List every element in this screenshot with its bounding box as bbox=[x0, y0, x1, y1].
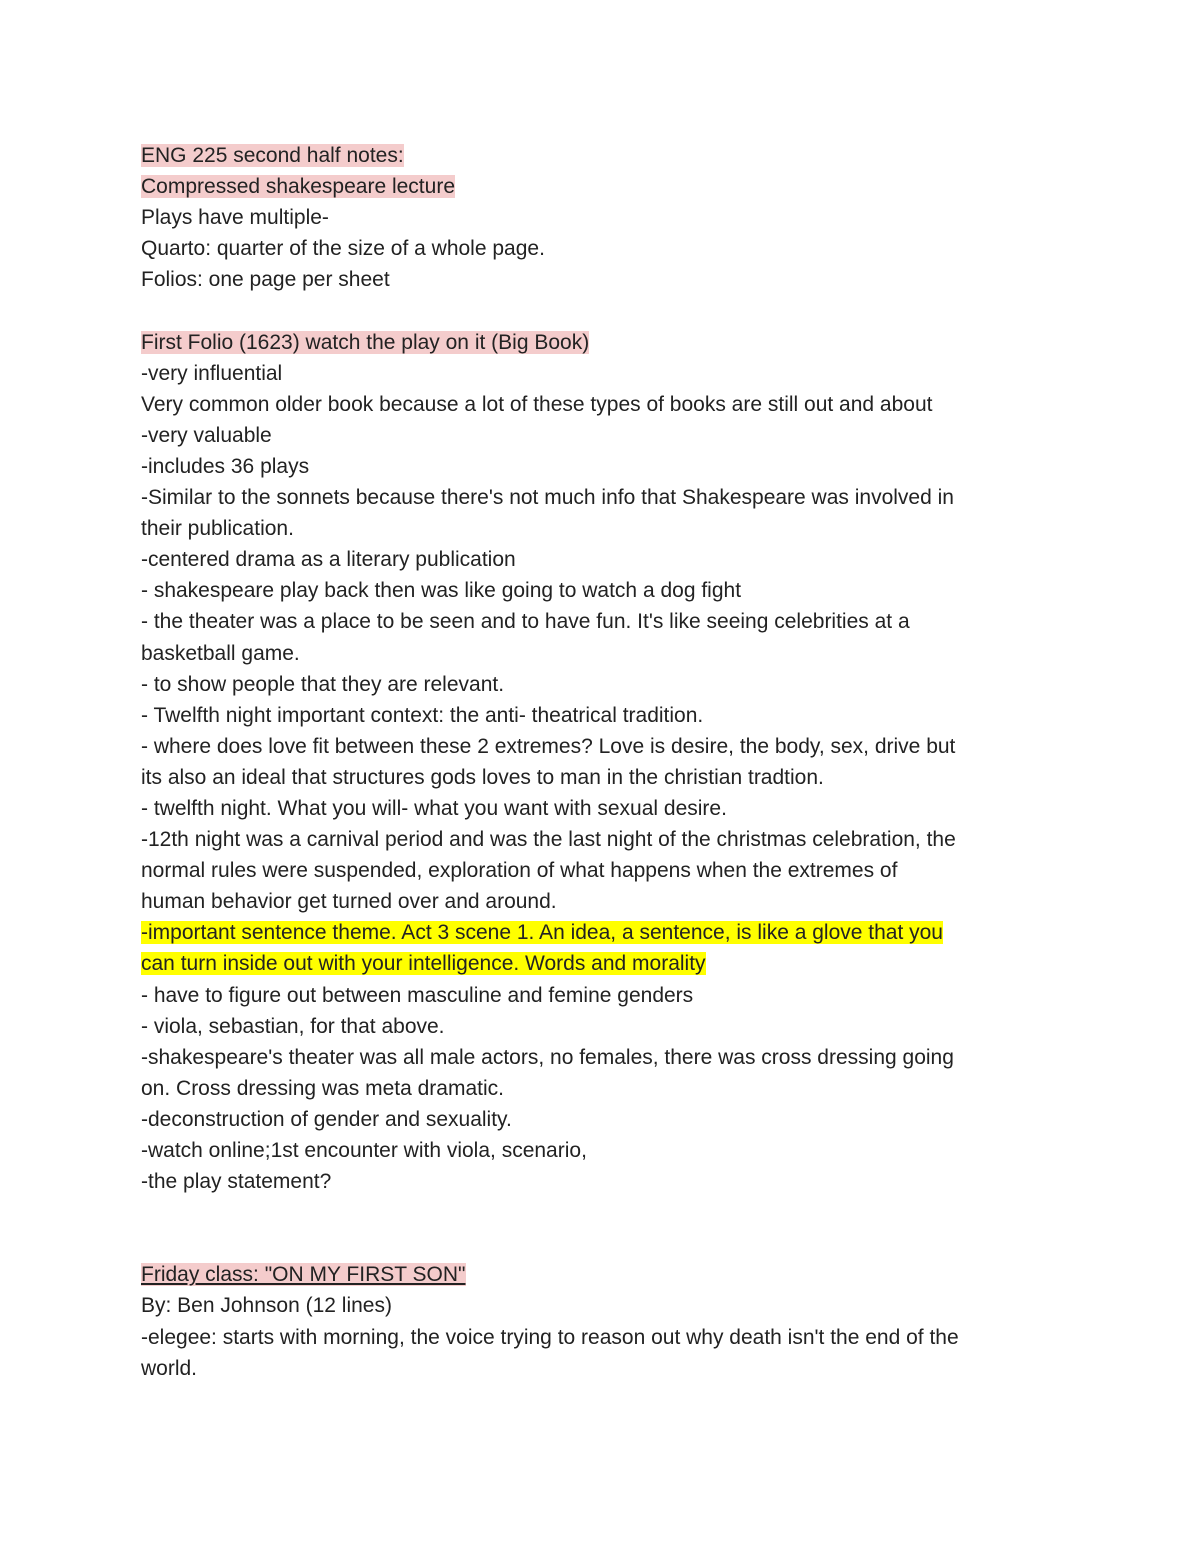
text-line: -centered drama as a literary publication bbox=[141, 548, 516, 572]
text-line: -very influential bbox=[141, 361, 283, 385]
text-line: on. Cross dressing was meta dramatic. bbox=[141, 1076, 504, 1100]
text-line: normal rules were suspended, exploration of what happens when the extremes of bbox=[141, 859, 898, 883]
highlighted-line: can turn inside out with your intelligence. Words and morality bbox=[141, 952, 706, 976]
text-line: - shakespeare play back then was like going to watch a dog fight bbox=[141, 579, 742, 603]
text-line: Quarto: quarter of the size of a whole page. bbox=[141, 237, 545, 261]
text-line: human behavior get turned over and around. bbox=[141, 890, 557, 914]
text-line: By: Ben Johnson (12 lines) bbox=[141, 1294, 392, 1318]
text-line: -the play statement? bbox=[141, 1170, 332, 1194]
blank-line bbox=[141, 295, 1071, 326]
text-line: its also an ideal that structures gods loves to man in the christian tradtion. bbox=[141, 765, 824, 789]
text-line: - viola, sebastian, for that above. bbox=[141, 1014, 445, 1038]
text-line: -deconstruction of gender and sexuality. bbox=[141, 1107, 512, 1131]
text-line: their publication. bbox=[141, 517, 294, 541]
text-line: -12th night was a carnival period and was the last night of the christmas celebration, the bbox=[141, 828, 956, 852]
section-title-first-folio: First Folio (1623) watch the play on it (Big Book) bbox=[141, 330, 590, 354]
section-title-friday-class: Friday class: "ON MY FIRST SON" bbox=[141, 1263, 466, 1287]
text-line: world. bbox=[141, 1356, 198, 1380]
document-page bbox=[141, 140, 1071, 1384]
text-line: - Twelfth night important context: the anti- theatrical tradition. bbox=[141, 703, 704, 727]
highlighted-line: -important sentence theme. Act 3 scene 1. An idea, a sentence, is like a glove that you bbox=[141, 921, 943, 945]
text-line: Plays have multiple- bbox=[141, 206, 329, 230]
text-line: -watch online;1st encounter with viola, scenario, bbox=[141, 1139, 587, 1162]
text-line: -elegee: starts with morning, the voice trying to reason out why death isn't the end of the bbox=[141, 1325, 959, 1349]
text-line: - twelfth night. What you will- what you want with sexual desire. bbox=[141, 796, 727, 820]
text-line: - have to figure out between masculine and femine genders bbox=[141, 983, 694, 1007]
text-line: - to show people that they are relevant. bbox=[141, 672, 505, 696]
text-line: Folios: one page per sheet bbox=[141, 268, 390, 292]
section-title-shakespeare: Compressed shakespeare lecture bbox=[141, 175, 455, 199]
blank-line bbox=[141, 1197, 1071, 1259]
doc-heading: ENG 225 second half notes: bbox=[141, 144, 404, 167]
text-line: -shakespeare's theater was all male actors, no females, there was cross dressing going bbox=[141, 1045, 954, 1069]
text-line: basketball game. bbox=[141, 641, 300, 665]
text-line: Very common older book because a lot of these types of books are still out and about bbox=[141, 392, 933, 416]
text-line: -Similar to the sonnets because there's not much info that Shakespeare was involved in bbox=[141, 486, 954, 510]
text-line: - where does love fit between these 2 extremes? Love is desire, the body, sex, drive but bbox=[141, 734, 956, 758]
text-line: -very valuable bbox=[141, 423, 272, 447]
text-line: - the theater was a place to be seen and to have fun. It's like seeing celebrities at a bbox=[141, 610, 910, 634]
text-line: -includes 36 plays bbox=[141, 454, 310, 478]
